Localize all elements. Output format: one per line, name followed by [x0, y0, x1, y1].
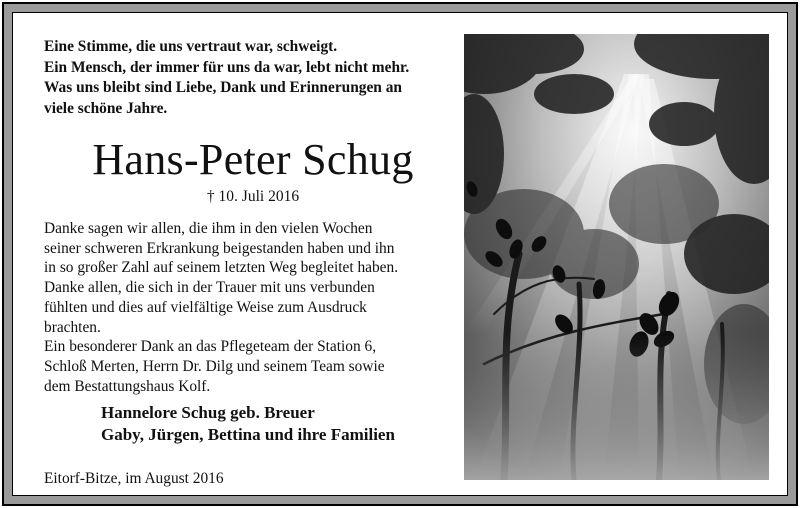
body-line: seiner schweren Erkrankung beigestanden haben und ihn — [44, 239, 395, 257]
body-line: Danke sagen wir allen, die ihm in den vielen Wochen — [44, 220, 373, 237]
body-line: Danke allen, die sich in der Trauer mit uns verbunden — [44, 279, 375, 297]
body-line: dem Bestattungshaus Kolf. — [44, 377, 211, 395]
intro-verse — [44, 37, 454, 119]
body-line: Schloß Merten, Herrn Dr. Dilg und seinem Team sowie — [44, 357, 385, 375]
intro-line: Ein Mensch, der immer für uns da war, lebt nicht mehr. — [44, 58, 410, 76]
body-line: in so großer Zahl auf seinem letzten Weg begleitet haben. — [44, 259, 399, 277]
forest-sunrays-photo — [464, 34, 769, 480]
thank-you-text — [44, 219, 454, 396]
death-date: † 10. Juli 2016 — [206, 188, 300, 205]
signature-line: Gaby, Jürgen, Bettina und ihre Familien — [101, 425, 395, 444]
intro-line: Was uns bleibt sind Liebe, Dank und Erinnerungen an — [44, 79, 402, 96]
notice-frame — [2, 2, 798, 506]
intro-line: viele schöne Jahre. — [44, 99, 168, 117]
deceased-name: Hans-Peter Schug — [92, 135, 414, 184]
intro-line: Eine Stimme, die uns vertraut war, schweigt. — [44, 38, 338, 55]
notice-card — [12, 12, 788, 496]
forest-photo-svg — [464, 34, 769, 480]
body-line: Ein besonderer Dank an das Pflegeteam der Station 6, — [44, 338, 377, 356]
place-and-date: Eitorf-Bitze, im August 2016 — [44, 470, 224, 487]
family-signature — [101, 402, 461, 446]
body-line: brachten. — [44, 318, 101, 336]
body-line: fühlten und dies auf vielfältige Weise zum Ausdruck — [44, 298, 367, 316]
signature-line: Hannelore Schug geb. Breuer — [101, 403, 315, 422]
